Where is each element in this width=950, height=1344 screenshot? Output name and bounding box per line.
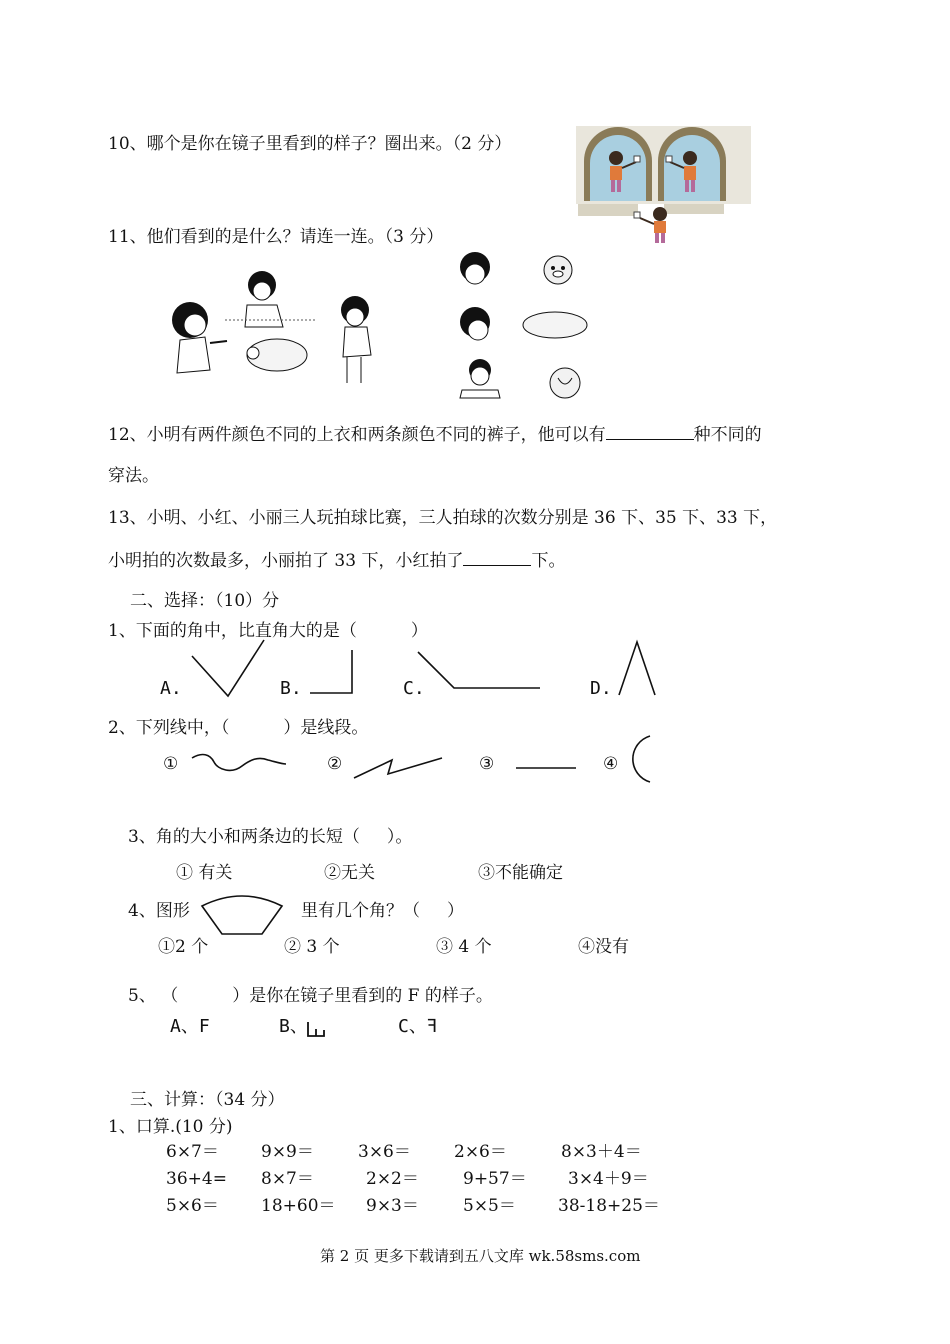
q3-option-1[interactable]: ① 有关	[176, 863, 233, 883]
section-2-heading: 二、选择：（10）分	[130, 591, 280, 611]
calc-item: 36+4=	[166, 1169, 227, 1189]
q3-option-3[interactable]: ③不能确定	[478, 863, 563, 883]
question-13-text-b: 下。	[531, 551, 566, 571]
zigzag-line-figure	[352, 756, 444, 780]
calc-item: 38-18+25＝	[558, 1196, 660, 1216]
q4-option-3[interactable]: ③ 4 个	[436, 937, 492, 957]
question-13-line1: 13、小明、小红、小丽三人玩拍球比赛，三人拍球的次数分别是 36 下、35 下、33 下，	[108, 508, 778, 528]
page-footer: 第 2 页 更多下载请到五八文库 wk.58sms.com	[320, 1247, 641, 1265]
q4-option-2[interactable]: ② 3 个	[284, 937, 340, 957]
angle-b-figure	[308, 648, 356, 696]
question-12-answer-blank[interactable]	[606, 423, 694, 440]
angle-c-figure	[418, 652, 544, 690]
angle-a-figure	[192, 638, 268, 698]
calc-item: 9+57＝	[463, 1169, 527, 1189]
q2-option-2-label[interactable]: ②	[327, 754, 343, 774]
calc-item: 6×7＝	[166, 1142, 219, 1162]
question-13-answer-blank[interactable]	[463, 549, 531, 566]
q2-option-3-label[interactable]: ③	[479, 754, 495, 774]
oral-calc-heading: 1、口算.(10 分)	[108, 1117, 233, 1137]
calc-item: 5×5＝	[463, 1196, 516, 1216]
q3-option-2[interactable]: ②无关	[324, 863, 375, 883]
arc-figure	[624, 734, 654, 784]
fan-shape-figure	[200, 892, 284, 938]
question-12-text-a: 12、小明有两件颜色不同的上衣和两条颜色不同的裤子，他可以有	[108, 425, 606, 445]
calc-item: 8×7＝	[261, 1169, 314, 1189]
q4-option-1[interactable]: ①2 个	[158, 937, 209, 957]
q5-option-c[interactable]: C、ꟻ	[398, 1016, 438, 1037]
question-12-line1	[108, 423, 762, 446]
calc-item: 18+60＝	[261, 1196, 336, 1216]
choice-question-2: 2、下列线中，（ ）是线段。	[108, 718, 369, 738]
calc-item: 9×9＝	[261, 1142, 314, 1162]
q5-option-b[interactable]	[279, 1016, 308, 1038]
q4-option-4[interactable]: ④没有	[578, 937, 629, 957]
q1-option-a-label[interactable]: A.	[160, 678, 182, 699]
views-options-picture	[450, 250, 595, 400]
calc-item: 5×6＝	[166, 1196, 219, 1216]
choice-question-3: 3、角的大小和两条边的长短（ ）。	[128, 827, 413, 847]
q2-option-4-label[interactable]: ④	[603, 754, 619, 774]
mirror-picture	[576, 126, 751, 246]
angle-d-figure	[617, 640, 659, 698]
question-12-text-b: 种不同的	[693, 425, 762, 445]
q1-option-b-label[interactable]: B.	[280, 678, 302, 699]
calc-item: 2×6＝	[454, 1142, 507, 1162]
q5-option-a[interactable]: A、F	[170, 1016, 210, 1037]
children-and-pig-picture	[165, 265, 380, 385]
rotated-f-glyph	[306, 1020, 326, 1038]
calc-item: 9×3＝	[366, 1196, 419, 1216]
q1-option-c-label[interactable]: C.	[403, 678, 425, 699]
curved-line-figure	[192, 752, 288, 776]
calc-item: 3×4＋9＝	[568, 1169, 649, 1189]
section-3-heading: 三、计算：（34 分）	[130, 1090, 285, 1110]
q1-option-d-label[interactable]: D.	[590, 678, 612, 699]
calc-item: 3×6＝	[358, 1142, 411, 1162]
choice-question-4-text-a: 4、图形	[128, 901, 190, 921]
q5-option-b-label: B、	[279, 1016, 308, 1037]
choice-question-4-text-b: 里有几个角？（ ）	[301, 901, 465, 921]
question-11: 11、他们看到的是什么？请连一连。（3 分）	[108, 227, 444, 247]
q2-option-1-label[interactable]: ①	[163, 754, 179, 774]
question-12-line2: 穿法。	[108, 466, 159, 486]
line-segment-figure	[516, 766, 578, 770]
choice-question-5: 5、 （ ）是你在镜子里看到的 F 的样子。	[128, 986, 493, 1006]
choice-question-1: 1、下面的角中，比直角大的是（ ）	[108, 621, 428, 641]
question-10: 10、哪个是你在镜子里看到的样子？圈出来。（2 分）	[108, 134, 512, 154]
calc-item: 2×2＝	[366, 1169, 419, 1189]
question-13-line2	[108, 549, 565, 572]
question-13-text-a: 小明拍的次数最多，小丽拍了 33 下，小红拍了	[108, 551, 464, 571]
calc-item: 8×3＋4＝	[561, 1142, 642, 1162]
